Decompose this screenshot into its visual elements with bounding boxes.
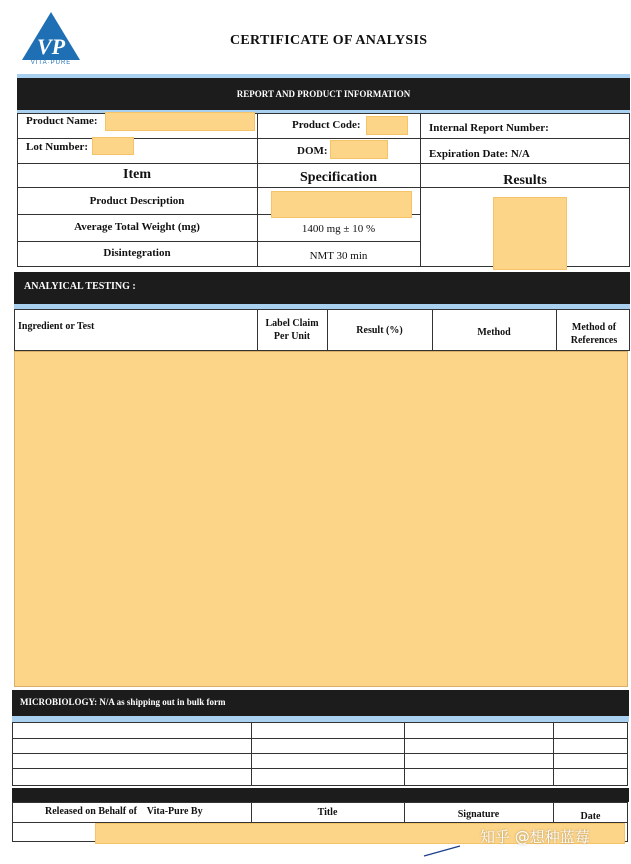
svg-text:VP: VP xyxy=(36,34,66,59)
row-item-product-description: Product Description xyxy=(89,195,185,207)
col-method-header: Method xyxy=(477,327,511,338)
row-spec-disintegration: NMT 30 min xyxy=(309,250,368,262)
col-label-claim-header: Label Claim Per Unit xyxy=(265,318,319,342)
col-method-ref-header: Method of References xyxy=(570,322,618,346)
microbiology-table xyxy=(12,722,628,786)
date-header: Date xyxy=(580,811,601,822)
page-title: CERTIFICATE OF ANALYSIS xyxy=(230,33,428,48)
product-name-label: Product Name: xyxy=(26,115,98,127)
lot-number-label: Lot Number: xyxy=(26,141,89,153)
watermark: 知乎 @想种蓝莓 xyxy=(480,828,590,846)
analytical-testing-header-text: ANALYICAL TESTING : xyxy=(24,281,136,292)
release-header-bar xyxy=(12,788,629,802)
title-header: Title xyxy=(317,807,338,818)
released-by-header: Released on Behalf of Vita-Pure By xyxy=(45,806,203,817)
microbiology-header-text: MICROBIOLOGY: N/A as shipping out in bulk form xyxy=(20,697,226,707)
microbiology-header xyxy=(12,690,629,716)
signature-header: Signature xyxy=(457,809,500,820)
analytical-testing-header xyxy=(14,272,630,304)
col-spec-header: Specification xyxy=(300,170,377,185)
company-logo xyxy=(20,10,82,70)
product-description-redacted xyxy=(271,191,412,218)
dom-redacted xyxy=(330,140,388,159)
col-ingredient-header: Ingredient or Test xyxy=(18,321,95,332)
lot-number-redacted xyxy=(92,137,134,155)
product-code-redacted xyxy=(366,116,408,135)
dom-label: DOM: xyxy=(297,145,328,157)
row-item-average-weight: Average Total Weight (mg) xyxy=(74,221,200,233)
results-redacted xyxy=(493,197,567,270)
row-spec-average-weight: 1400 mg ± 10 % xyxy=(301,223,376,235)
col-results-header: Results xyxy=(503,173,547,188)
row-item-disintegration: Disintegration xyxy=(103,247,171,259)
expiration-label: Expiration Date: N/A xyxy=(429,148,530,160)
logo-tagline: VITA·PURE xyxy=(30,60,72,66)
product-name-redacted xyxy=(105,112,255,131)
col-result-header: Result (%) xyxy=(356,325,403,336)
product-code-label: Product Code: xyxy=(292,119,361,131)
analytical-results-redacted xyxy=(14,351,628,687)
report-info-header-text: REPORT AND PRODUCT INFORMATION xyxy=(236,89,411,99)
report-info-header xyxy=(17,78,630,110)
internal-report-label: Internal Report Number: xyxy=(429,122,549,134)
col-item-header: Item xyxy=(123,167,151,182)
